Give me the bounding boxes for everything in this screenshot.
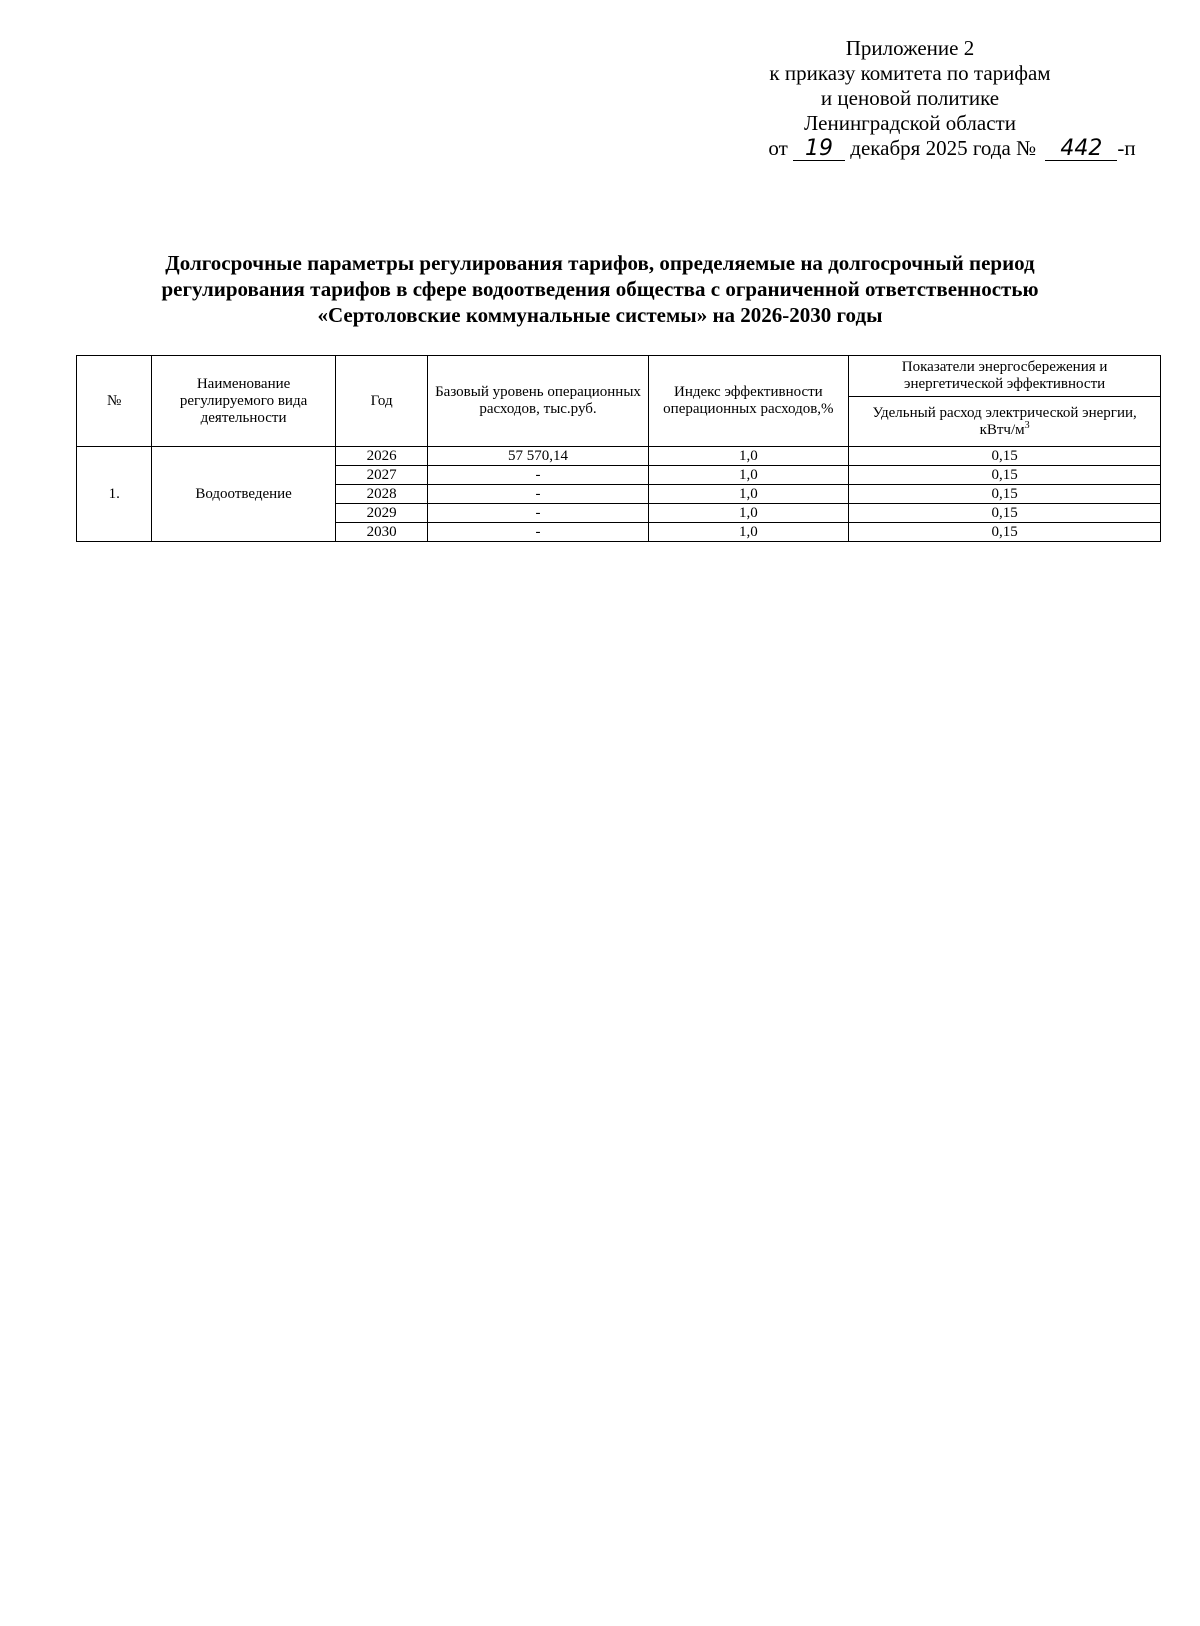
appendix-label: Приложение 2 [845,36,975,60]
title-line-2: регулирования тарифов в сфере водоотведения общества с ограниченной ответственностью [161,277,1039,301]
row-activity-cell: Водоотведение [152,447,335,542]
committee-line: и ценовой политике [820,86,1000,110]
year-cell: 2026 [335,447,428,466]
header-energy-unit-superscript: 3 [1024,419,1030,431]
efficiency-index-cell: 1,0 [648,504,849,523]
title-line-3: «Сертоловские коммунальные системы» на 2026-2030 годы [317,303,883,327]
tariff-parameters-table [76,355,1161,542]
efficiency-index-cell: 1,0 [648,523,849,542]
header-efficiency-index: Индекс эффективности операционных расходов,% [648,356,849,447]
year-cell: 2027 [335,466,428,485]
base-opex-cell: - [428,466,648,485]
document-title [60,250,1140,328]
order-reference-line: к приказу комитета по тарифам [769,61,1051,85]
header-activity: Наименование регулируемого вида деятельности [152,356,335,447]
order-prefix: от [768,136,788,160]
order-date-number-line [682,136,1200,161]
base-opex-cell: 57 570,14 [428,447,648,466]
row-num-cell: 1. [77,447,152,542]
energy-consumption-cell: 0,15 [849,504,1161,523]
header-energy-group: Показатели энергосбережения и энергетической эффективности [849,356,1161,397]
energy-consumption-cell: 0,15 [849,466,1161,485]
appendix-header [640,36,1180,161]
title-line-1: Долгосрочные параметры регулирования тарифов, определяемые на долгосрочный период [165,251,1035,275]
header-energy-consumption [849,397,1161,447]
energy-consumption-cell: 0,15 [849,447,1161,466]
header-year: Год [335,356,428,447]
year-cell: 2028 [335,485,428,504]
efficiency-index-cell: 1,0 [648,447,849,466]
table-row [77,447,1161,466]
year-cell: 2030 [335,523,428,542]
base-opex-cell: - [428,504,648,523]
base-opex-cell: - [428,523,648,542]
order-middle: декабря 2025 года № [850,136,1037,160]
header-num: № [77,356,152,447]
year-cell: 2029 [335,504,428,523]
order-suffix: -п [1117,136,1136,160]
header-base-opex: Базовый уровень операционных расходов, тыс.руб. [428,356,648,447]
efficiency-index-cell: 1,0 [648,466,849,485]
energy-consumption-cell: 0,15 [849,523,1161,542]
order-day-handwritten: 19 [793,138,845,161]
header-energy-consumption-text: Удельный расход электрической энергии, кВтч/м [872,404,1137,438]
energy-consumption-cell: 0,15 [849,485,1161,504]
base-opex-cell: - [428,485,648,504]
order-number-handwritten: 442 [1045,138,1117,161]
efficiency-index-cell: 1,0 [648,485,849,504]
region-line: Ленинградской области [804,111,1016,135]
